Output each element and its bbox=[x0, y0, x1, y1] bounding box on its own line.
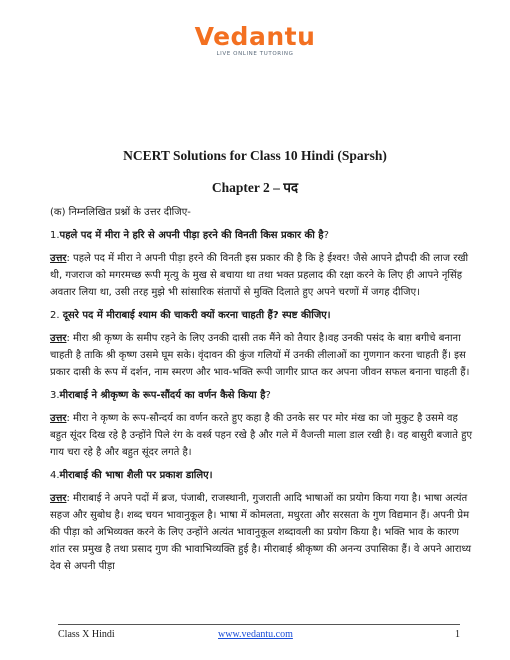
footer-class-label: Class X Hindi bbox=[58, 629, 115, 640]
answer-label: उत्तर bbox=[50, 333, 67, 344]
answer-1: उत्तर: पहले पद में मीरा ने अपनी पीड़ा हरने की विनती इस प्रकार की है कि हे ईश्वर! जैसे आपने द्रौपदी की लाज रखी थी, गजराज को मगरमच्छ रूपी मृत्यु के मुख से बचाया था तथा भक्त प्रहलाद की रक्षा करने के लिए ही आपने नृसिंह अवतार लिया था, उसी तरह मुझे भी सांसारिक संतापों से मुक्ति दिलाते हुए अपने चरणों में जगह दीजिए। bbox=[50, 253, 469, 298]
footer-website-link[interactable]: www.vedantu.com bbox=[218, 629, 293, 640]
section-heading: (क) निम्नलिखित प्रश्नों के उत्तर दीजिए- bbox=[50, 207, 191, 218]
document-title: NCERT Solutions for Class 10 Hindi (Sparsh) bbox=[123, 148, 387, 163]
vedantu-logo bbox=[0, 22, 510, 57]
question-1: 1.पहले पद में मीरा ने हरि से अपनी पीड़ा हरने की विनती किस प्रकार की है? bbox=[50, 230, 329, 241]
answer-label: उत्तर bbox=[50, 413, 67, 424]
brand-tagline: LIVE ONLINE TUTORING bbox=[216, 51, 294, 57]
page-number: 1 bbox=[455, 629, 460, 640]
answer-2: उत्तर: मीरा श्री कृष्ण के समीप रहने के लिए उनकी दासी तक मैंने को तैयार है।वह उनकी पसंद के बाग़ बगीचे बनाना चाहती है ताकि श्री कृष्ण उसमे घूम सके। वृंदावन की कुंज गलियों में उनकी लीलाओं का गुणगान करना चाहती हैं। इस प्रकार दासी के रूप में दर्शन, नाम स्मरण और भाव-भक्ति रूपी जागीर प्राप्त कर अपना जीवन सफल बनाना चाहती हैं। bbox=[50, 333, 470, 378]
question-4: 4.मीराबाई की भाषा शैली पर प्रकाश डालिए। bbox=[50, 470, 213, 481]
answer-label: उत्तर bbox=[50, 493, 67, 504]
page-footer bbox=[58, 624, 460, 640]
chapter-heading: Chapter 2 – पद bbox=[211, 180, 299, 195]
brand-name: Vedantu bbox=[194, 22, 316, 51]
answer-label: उत्तर bbox=[50, 253, 67, 264]
document-body bbox=[50, 204, 472, 581]
question-2: 2. दूसरे पद में मीराबाई श्याम की चाकरी क्यों करना चाहती हैं? स्पष्ट कीजिए। bbox=[50, 310, 331, 321]
answer-3: उत्तर: मीरा ने कृष्ण के रूप-सौन्दर्य का वर्णन करते हुए कहा है की उनके सर पर मोर मंख का जो मुकुट है उसमे वह बहुत सूंदर दिख रहे है उन्होंने पिले रंग के वर्स्त्र पहन रखे है और गले में वैजन्ती माला डाल रखी है। वह बासुरी बजाते हुए गाय चरा रहे है और बहुत सूंदर लगते है। bbox=[50, 413, 472, 458]
answer-4: उत्तर: मीराबाई ने अपने पदों में ब्रज, पंजाबी, राजस्थानी, गुजराती आदि भाषाओं का प्रयोग किया गया है। भाषा अत्यंत सहज और सुबोध है। शब्द चयन भावानुकूल है। भाषा में कोमलता, मधुरता और सरसता के गुण विद्यमान हैं। अपनी प्रेम की पीड़ा को अभिव्यक्त करने के लिए उन्होंने अत्यंत भावानुकूल शब्दावली का प्रयोग किया है। भक्ति भाव के कारण शांत रस प्रमुख है तथा प्रसाद गुण की भावाभिव्यक्ति हुई है। मीराबाई श्रीकृष्ण की अनन्य उपासिका हैं। वे अपने आराध्य देव से अपनी पीड़ा bbox=[50, 493, 472, 572]
question-3: 3.मीराबाई ने श्रीकृष्ण के रूप-सौंदर्य का वर्णन कैसे किया है? bbox=[50, 390, 271, 401]
